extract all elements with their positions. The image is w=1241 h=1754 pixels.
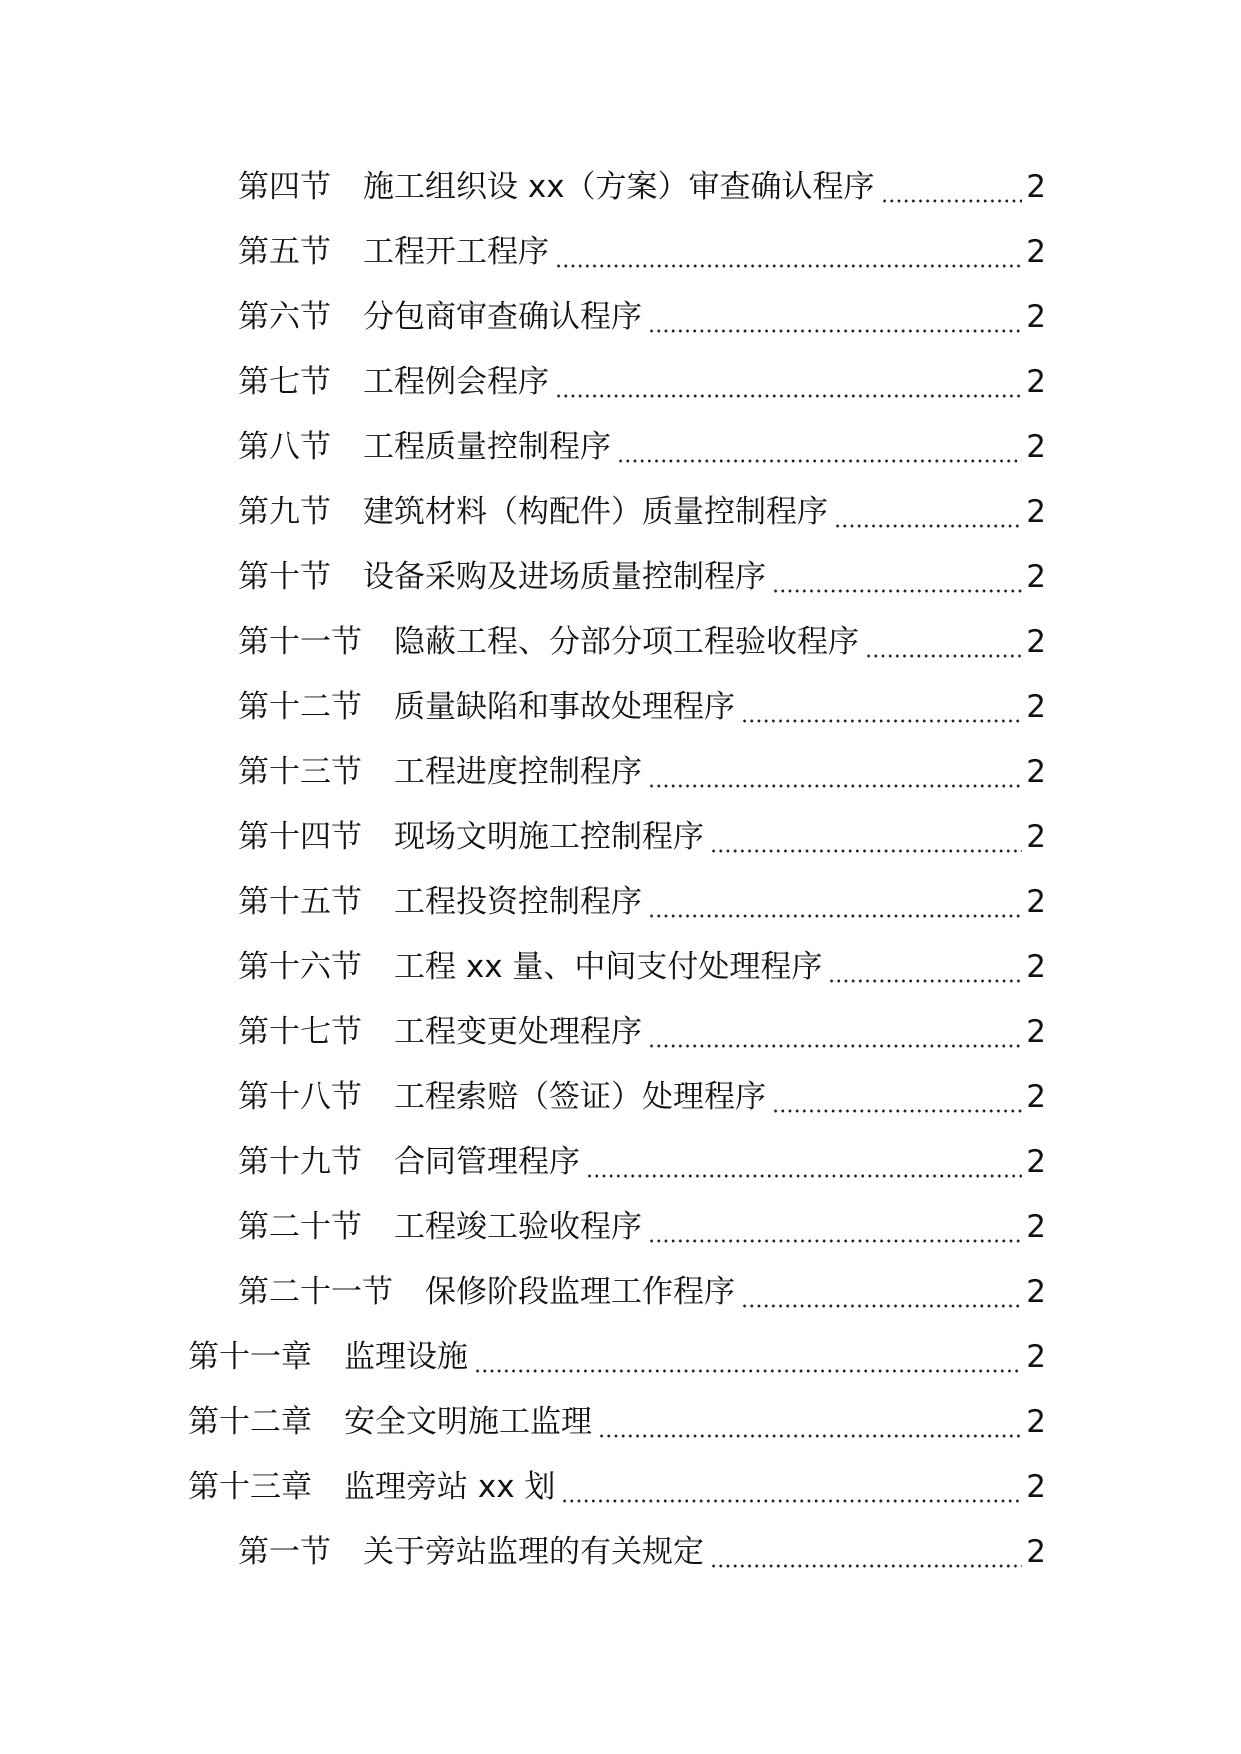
toc-entry-number: 第十五节 xyxy=(238,884,362,920)
toc-page-number: 2 xyxy=(1026,1469,1046,1505)
toc-dot-leader xyxy=(648,1239,1022,1243)
toc-dot-leader xyxy=(881,199,1022,203)
toc-entry-number: 第七节 xyxy=(238,364,331,400)
toc-entry-number: 第二十一节 xyxy=(238,1274,393,1310)
toc-page-number: 2 xyxy=(1026,1339,1046,1375)
toc-section-entry[interactable] xyxy=(0,155,1241,220)
toc-entry-number: 第四节 xyxy=(238,169,331,205)
toc-dot-leader xyxy=(828,979,1022,983)
toc-entry-title: 质量缺陷和事故处理程序 xyxy=(394,689,735,725)
toc-entry-title: 分包商审查确认程序 xyxy=(363,299,642,335)
toc-section-entry[interactable] xyxy=(0,415,1241,480)
toc-dot-leader xyxy=(710,1564,1022,1568)
toc-dot-leader xyxy=(648,1044,1022,1048)
toc-chapter-entry[interactable] xyxy=(0,1455,1241,1520)
toc-entry-title: 施工组织设 xx（方案）审查确认程序 xyxy=(363,169,875,205)
toc-entry-number: 第六节 xyxy=(238,299,331,335)
toc-page-number: 2 xyxy=(1026,1274,1046,1310)
toc-dot-leader xyxy=(834,524,1022,528)
toc-entry-number: 第十一章 xyxy=(188,1339,312,1375)
toc-section-entry[interactable] xyxy=(0,740,1241,805)
toc-dot-leader xyxy=(598,1434,1022,1438)
toc-page-number: 2 xyxy=(1026,299,1046,335)
toc-section-entry[interactable] xyxy=(0,935,1241,1000)
toc-entry-title: 工程索赔（签证）处理程序 xyxy=(394,1079,766,1115)
toc-entry-number: 第十三章 xyxy=(188,1469,312,1505)
toc-section-entry[interactable] xyxy=(0,220,1241,285)
toc-entry-title: 工程进度控制程序 xyxy=(394,754,642,790)
toc-page-number: 2 xyxy=(1026,234,1046,270)
toc-dot-leader xyxy=(648,329,1022,333)
toc-dot-leader xyxy=(772,589,1022,593)
toc-entry-number: 第五节 xyxy=(238,234,331,270)
toc-section-entry[interactable] xyxy=(0,1065,1241,1130)
toc-entry-number: 第十四节 xyxy=(238,819,362,855)
toc-page-number: 2 xyxy=(1026,429,1046,465)
toc-page-number: 2 xyxy=(1026,169,1046,205)
toc-dot-leader xyxy=(710,849,1022,853)
toc-page-number: 2 xyxy=(1026,1404,1046,1440)
toc-entry-title: 建筑材料（构配件）质量控制程序 xyxy=(363,494,828,530)
toc-page-number: 2 xyxy=(1026,559,1046,595)
toc-entry-title: 保修阶段监理工作程序 xyxy=(425,1274,735,1310)
toc-dot-leader xyxy=(561,1499,1022,1503)
toc-entry-number: 第九节 xyxy=(238,494,331,530)
toc-entry-number: 第十九节 xyxy=(238,1144,362,1180)
toc-section-entry[interactable] xyxy=(0,675,1241,740)
toc-page-number: 2 xyxy=(1026,1079,1046,1115)
toc-dot-leader xyxy=(772,1109,1022,1113)
toc-entry-title: 现场文明施工控制程序 xyxy=(394,819,704,855)
toc-entry-title: 安全文明施工监理 xyxy=(344,1404,592,1440)
toc-section-entry[interactable] xyxy=(0,545,1241,610)
toc-dot-leader xyxy=(648,784,1022,788)
toc-entry-title: 关于旁站监理的有关规定 xyxy=(363,1534,704,1570)
toc-page-number: 2 xyxy=(1026,884,1046,920)
toc-page-number: 2 xyxy=(1026,819,1046,855)
toc-page-number: 2 xyxy=(1026,1209,1046,1245)
toc-dot-leader xyxy=(648,914,1022,918)
toc-chapter-entry[interactable] xyxy=(0,1390,1241,1455)
toc-section-entry[interactable] xyxy=(0,870,1241,935)
toc-section-entry[interactable] xyxy=(0,805,1241,870)
toc-entry-number: 第十七节 xyxy=(238,1014,362,1050)
toc-entry-number: 第十二节 xyxy=(238,689,362,725)
toc-entry-number: 第十八节 xyxy=(238,1079,362,1115)
toc-section-entry[interactable] xyxy=(0,285,1241,350)
toc-dot-leader xyxy=(555,264,1022,268)
toc-entry-title: 隐蔽工程、分部分项工程验收程序 xyxy=(394,624,859,660)
table-of-contents xyxy=(0,155,1241,1585)
toc-entry-number: 第十二章 xyxy=(188,1404,312,1440)
toc-section-entry[interactable] xyxy=(0,480,1241,545)
toc-entry-title: 监理设施 xyxy=(344,1339,468,1375)
toc-dot-leader xyxy=(474,1369,1022,1373)
toc-chapter-entry[interactable] xyxy=(0,1325,1241,1390)
toc-entry-title: 工程质量控制程序 xyxy=(363,429,611,465)
toc-entry-title: 监理旁站 xx 划 xyxy=(344,1469,556,1505)
toc-entry-number: 第十三节 xyxy=(238,754,362,790)
toc-page-number: 2 xyxy=(1026,1014,1046,1050)
toc-entry-title: 合同管理程序 xyxy=(394,1144,580,1180)
toc-entry-title: 工程投资控制程序 xyxy=(394,884,642,920)
toc-dot-leader xyxy=(865,654,1022,658)
toc-section-entry[interactable] xyxy=(0,610,1241,675)
toc-entry-title: 工程例会程序 xyxy=(363,364,549,400)
toc-dot-leader xyxy=(741,1304,1022,1308)
toc-entry-title: 设备采购及进场质量控制程序 xyxy=(363,559,766,595)
toc-section-entry[interactable] xyxy=(0,350,1241,415)
toc-section-entry[interactable] xyxy=(0,1000,1241,1065)
toc-dot-leader xyxy=(741,719,1022,723)
toc-section-entry[interactable] xyxy=(0,1260,1241,1325)
toc-page-number: 2 xyxy=(1026,364,1046,400)
toc-entry-number: 第一节 xyxy=(238,1534,331,1570)
toc-entry-title: 工程变更处理程序 xyxy=(394,1014,642,1050)
toc-entry-title: 工程竣工验收程序 xyxy=(394,1209,642,1245)
toc-section-entry[interactable] xyxy=(0,1130,1241,1195)
toc-page-number: 2 xyxy=(1026,689,1046,725)
toc-entry-number: 第十一节 xyxy=(238,624,362,660)
toc-entry-number: 第十节 xyxy=(238,559,331,595)
toc-page-number: 2 xyxy=(1026,949,1046,985)
toc-entry-number: 第十六节 xyxy=(238,949,362,985)
toc-entry-number: 第八节 xyxy=(238,429,331,465)
toc-page-number: 2 xyxy=(1026,624,1046,660)
toc-page-number: 2 xyxy=(1026,754,1046,790)
toc-page-number: 2 xyxy=(1026,1144,1046,1180)
toc-section-entry[interactable] xyxy=(0,1520,1241,1585)
toc-dot-leader xyxy=(555,394,1022,398)
toc-section-entry[interactable] xyxy=(0,1195,1241,1260)
toc-entry-title: 工程开工程序 xyxy=(363,234,549,270)
toc-dot-leader xyxy=(617,459,1022,463)
toc-page-number: 2 xyxy=(1026,494,1046,530)
toc-entry-title: 工程 xx 量、中间支付处理程序 xyxy=(394,949,823,985)
toc-dot-leader xyxy=(586,1174,1022,1178)
toc-entry-number: 第二十节 xyxy=(238,1209,362,1245)
toc-page-number: 2 xyxy=(1026,1534,1046,1570)
